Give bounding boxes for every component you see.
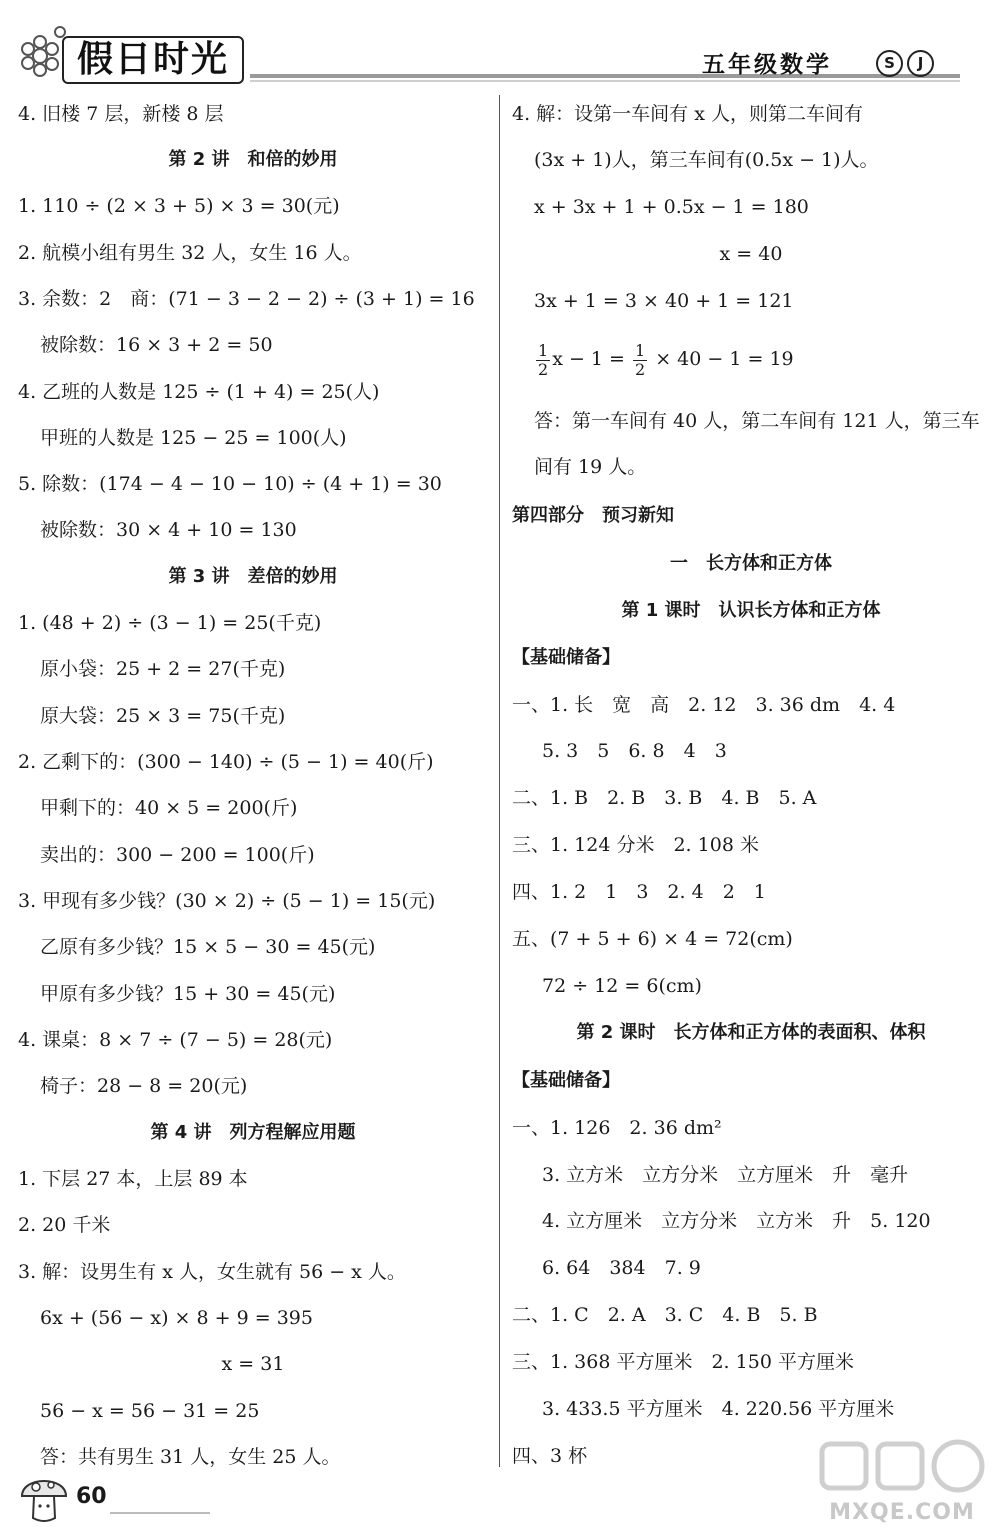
equation-line: x = 31 [221, 1353, 285, 1375]
answer-line: 原大袋：25 × 3 = 75(千克) [40, 705, 286, 727]
subject-title: 五年级数学 [702, 52, 832, 78]
header-rule-shadow [250, 80, 960, 82]
answer-line: 椅子：28 − 8 = 20(元) [40, 1075, 248, 1097]
section-heading: 第 3 讲 差倍的妙用 [168, 566, 338, 587]
answer-line: 四、1. 2 1 3 2. 4 2 1 [512, 881, 766, 903]
badge-letter-s: S [876, 50, 903, 77]
watermark-text: MXQE.COM [829, 1500, 975, 1525]
fraction: $\frac{1}{2}$ [635, 340, 646, 379]
answer-line: 4. 解：设第一车间有 x 人，则第二车间有 [512, 103, 863, 125]
answer-line: 四、3 杯 [512, 1445, 588, 1467]
answer-line: 3. 立方米 立方分米 立方厘米 升 毫升 [542, 1164, 909, 1186]
answer-line: (3x + 1)人，第三车间有(0.5x − 1)人。 [534, 149, 879, 171]
answer-line: 3. 余数：2 商：(71 − 3 − 2 − 2) ÷ (3 + 1) = 16 [18, 288, 475, 310]
edition-badge [876, 50, 938, 78]
equation-line: 6x + (56 − x) × 8 + 9 = 395 [40, 1307, 313, 1329]
answer-line: 5. 3 5 6. 8 4 3 [542, 740, 727, 762]
answer-line: 4. 乙班的人数是 125 ÷ (1 + 4) = 25(人) [18, 381, 380, 403]
equation-line: x = 40 [719, 243, 783, 265]
answer-line: 甲班的人数是 125 − 25 = 100(人) [40, 427, 347, 449]
badge-letter-j: J [907, 50, 934, 77]
answer-line: 原小袋：25 + 2 = 27(千克) [40, 658, 286, 680]
fraction: $\frac{1}{2}$ [538, 340, 549, 379]
answer-line: 间有 19 人。 [534, 456, 647, 478]
mushroom-icon [18, 1462, 70, 1528]
answer-line: 答：共有男生 31 人，女生 25 人。 [40, 1446, 341, 1468]
lesson-heading: 第 2 课时 长方体和正方体的表面积、体积 [576, 1022, 926, 1043]
page-header [0, 0, 1000, 95]
answer-line: 甲剩下的：40 × 5 = 200(斤) [40, 797, 298, 819]
subsection-heading: 【基础储备】 [512, 647, 620, 668]
subsection-heading: 【基础储备】 [512, 1070, 620, 1091]
answer-line: 1. 下层 27 本，上层 89 本 [18, 1168, 248, 1190]
lesson-heading: 第 1 课时 认识长方体和正方体 [621, 600, 881, 621]
answer-line: 二、1. C 2. A 3. C 4. B 5. B [512, 1304, 818, 1326]
answer-line: 72 ÷ 12 = 6(cm) [542, 975, 702, 997]
answer-line: 一、1. 长 宽 高 2. 12 3. 36 dm 4. 4 [512, 694, 896, 716]
answer-line: 五、(7 + 5 + 6) × 4 = 72(cm) [512, 928, 793, 950]
answer-line: 乙原有多少钱？15 × 5 − 30 = 45(元) [40, 936, 376, 958]
answer-line: 3. 433.5 平方厘米 4. 220.56 平方厘米 [542, 1398, 895, 1420]
section-heading: 第 4 讲 列方程解应用题 [150, 1122, 356, 1143]
answer-line: 4. 旧楼 7 层，新楼 8 层 [18, 103, 224, 125]
fraction-equation: $\frac{1}{2}$ x − 1 = $\frac{1}{2}$ × 40 − 1 = 19 [538, 340, 794, 379]
answer-line: 4. 立方厘米 立方分米 立方米 升 5. 120 [542, 1210, 931, 1232]
answer-line: 一、1. 126 2. 36 dm² [512, 1117, 722, 1139]
answer-line: 答：第一车间有 40 人，第二车间有 121 人，第三车 [534, 410, 980, 432]
answer-line: 被除数：16 × 3 + 2 = 50 [40, 334, 273, 356]
equation-line: 3x + 1 = 3 × 40 + 1 = 121 [534, 290, 794, 312]
watermark [812, 1432, 992, 1528]
answer-line: 卖出的：300 − 200 = 100(斤) [40, 844, 315, 866]
answer-line: 2. 航模小组有男生 32 人，女生 16 人。 [18, 242, 362, 264]
answer-line: 1. 110 ÷ (2 × 3 + 5) × 3 = 30(元) [18, 195, 340, 217]
section-heading: 第 2 讲 和倍的妙用 [168, 149, 338, 170]
answer-line: 二、1. B 2. B 3. B 4. B 5. A [512, 787, 817, 809]
answer-line: 3. 甲现有多少钱？(30 × 2) ÷ (5 − 1) = 15(元) [18, 890, 436, 912]
answer-line: 6. 64 384 7. 9 [542, 1257, 701, 1279]
answer-line: 3. 解：设男生有 x 人，女生就有 56 − x 人。 [18, 1261, 406, 1283]
answer-line: 被除数：30 × 4 + 10 = 130 [40, 519, 297, 541]
header-rule [250, 74, 960, 78]
equation-line: x + 3x + 1 + 0.5x − 1 = 180 [534, 196, 809, 218]
watermark-logo-icon [812, 1432, 992, 1502]
page-number: 60 [76, 1484, 107, 1509]
answer-line: 4. 课桌：8 × 7 ÷ (7 − 5) = 28(元) [18, 1029, 333, 1051]
answer-line: 三、1. 368 平方厘米 2. 150 平方厘米 [512, 1351, 854, 1373]
answer-line: 甲原有多少钱？15 + 30 = 45(元) [40, 983, 336, 1005]
book-logo: 假日时光 [62, 36, 244, 84]
answer-line: 5. 除数：(174 − 4 − 10 − 10) ÷ (4 + 1) = 30 [18, 473, 442, 495]
answer-line: 2. 20 千米 [18, 1214, 111, 1236]
footer-rule [110, 1512, 210, 1514]
column-divider [499, 95, 500, 1467]
answer-line: 1. (48 + 2) ÷ (3 − 1) = 25(千克) [18, 612, 322, 634]
unit-heading: 一 长方体和正方体 [670, 553, 832, 574]
answer-line: 三、1. 124 分米 2. 108 米 [512, 834, 759, 856]
answer-line: 2. 乙剩下的：(300 − 140) ÷ (5 − 1) = 40(斤) [18, 751, 434, 773]
equation-line: 56 − x = 56 − 31 = 25 [40, 1400, 260, 1422]
part-heading: 第四部分 预习新知 [512, 505, 674, 526]
